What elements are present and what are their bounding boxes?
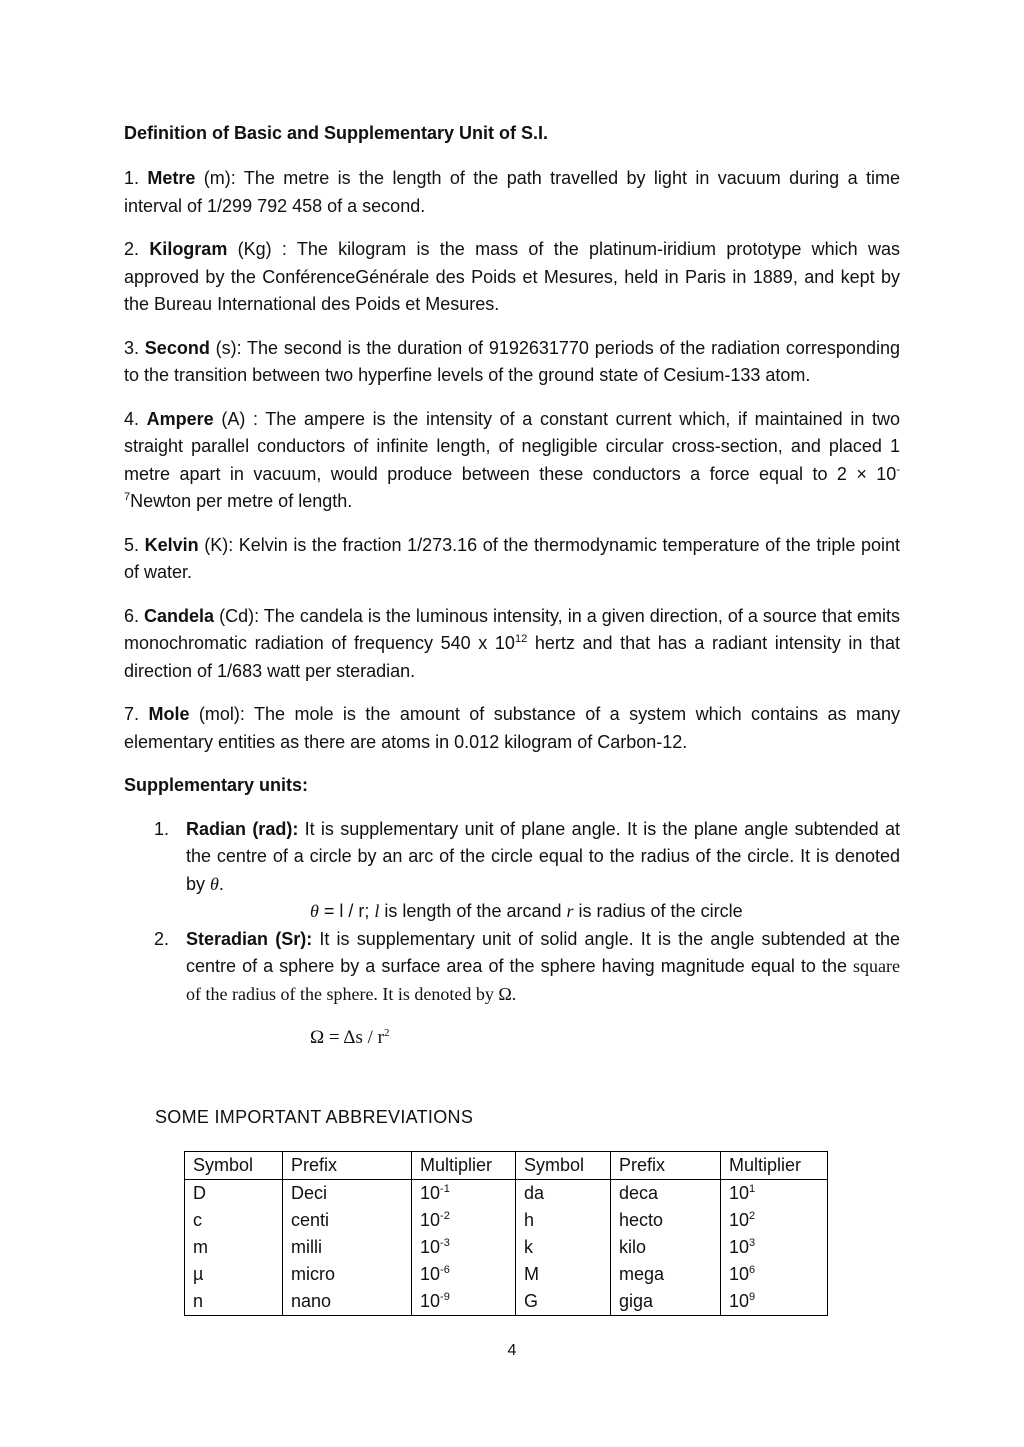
table-row: D Deci $10^{-1}$ da deca $10^1$: [185, 1180, 828, 1208]
unit-definition-second: 3. Second (s): The second is the duration of 9192631770 periods of the radiation corresponding to the transition between two hyperfine levels of the ground state of Cesium-133 atom.: [124, 337, 900, 385]
column-header: Multiplier: [412, 1152, 516, 1180]
document-body: [124, 120, 900, 1052]
unit-definition-candela: 6. Candela (Cd): The candela is the luminous intensity, in a given direction, of a source that emits monochromatic radiation of frequency 540 x $10^{12}$ hertz and that has a radiant intensity in that direction of 1/683 watt per steradian.: [124, 605, 901, 681]
table-row: n nano $10^{-9}$ G giga $10^9$: [185, 1288, 828, 1316]
unit-definition-kilogram: 2. Kilogram (Kg) : The kilogram is the mass of the platinum-iridium prototype which was approved by the ConférenceGénérale des Poids et Mesures, held in Paris in 1889, and kept by the Bureau International des Poids et Mesures.: [124, 239, 900, 314]
radian-formula: θ = l / r; l is length of the arcand r is radius of the circle: [310, 901, 743, 921]
page-number: 4: [507, 1342, 517, 1359]
table-row: m milli $10^{-3}$ k kilo $10^3$: [185, 1234, 828, 1261]
abbreviations-table: [184, 1151, 828, 1316]
column-header: Symbol: [185, 1152, 283, 1180]
table-row: µ micro $10^{-6}$ M mega $10^6$: [185, 1261, 828, 1288]
unit-name: Kilogram: [149, 239, 228, 259]
unit-definition-kelvin: 5. Kelvin (K): Kelvin is the fraction 1/273.16 of the thermodynamic temperature of the triple point of water.: [124, 534, 900, 582]
column-header: Multiplier: [721, 1152, 828, 1180]
column-header: Prefix: [611, 1152, 721, 1180]
item-name: Radian (rad):: [186, 818, 299, 839]
steradian-formula: $\Omega = \Delta s / r^2$: [310, 1027, 390, 1048]
table-row: c centi $10^{-2}$ h hecto $10^2$: [185, 1207, 828, 1234]
unit-name: Mole: [148, 704, 190, 724]
unit-name: Kelvin: [144, 534, 199, 555]
unit-name: Metre: [147, 168, 196, 188]
supplementary-heading: Supplementary units:: [124, 775, 309, 795]
list-item-radian: 1. Radian (rad): It is supplementary unit of plane angle. It is the plane angle subtended at the centre of a circle by an arc of the circle equal to the radius of the circle. It is denoted by θ. θ = l / r; l is length of the arcand r is radius of the circle: [124, 816, 900, 926]
column-header: Prefix: [283, 1152, 412, 1180]
unit-name: Second: [144, 337, 210, 358]
supplementary-list: [124, 816, 900, 1052]
unit-name: Ampere: [146, 408, 214, 429]
abbreviations-title: SOME IMPORTANT ABBREVIATIONS: [155, 1107, 474, 1127]
table-header-row: [185, 1152, 828, 1180]
column-header: Symbol: [516, 1152, 611, 1180]
page-title: Definition of Basic and Supplementary Unit of S.I.: [124, 123, 549, 143]
list-item-steradian: 2. Steradian (Sr): It is supplementary unit of solid angle. It is the angle subtended at the centre of a sphere by a surface area of the sphere having magnitude equal to the square of the radius of the sphere. It is denoted by Ω. $\Omega = \Delta s / r^2$: [124, 926, 900, 1052]
unit-name: Candela: [144, 605, 215, 626]
unit-definition-ampere: 4. Ampere (A) : The ampere is the intensity of a constant current which, if maintained in two straight parallel conductors of infinite length, of negligible circular cross-section, and placed 1 metre apart in vacuum, would produce between these conductors a force equal to $2 \times 10^{-7}Newton$ per metre of length.: [124, 408, 900, 511]
item-name: Steradian (Sr):: [186, 928, 313, 949]
unit-definition-mole: 7. Mole (mol): The mole is the amount of substance of a system which contains as many elementary entities as there are atoms in 0.012 kilogram of Carbon-12.: [124, 704, 900, 752]
unit-definition-metre: 1. Metre (m): The metre is the length of the path travelled by light in vacuum during a time interval of 1/299 792 458 of a second.: [124, 168, 900, 216]
